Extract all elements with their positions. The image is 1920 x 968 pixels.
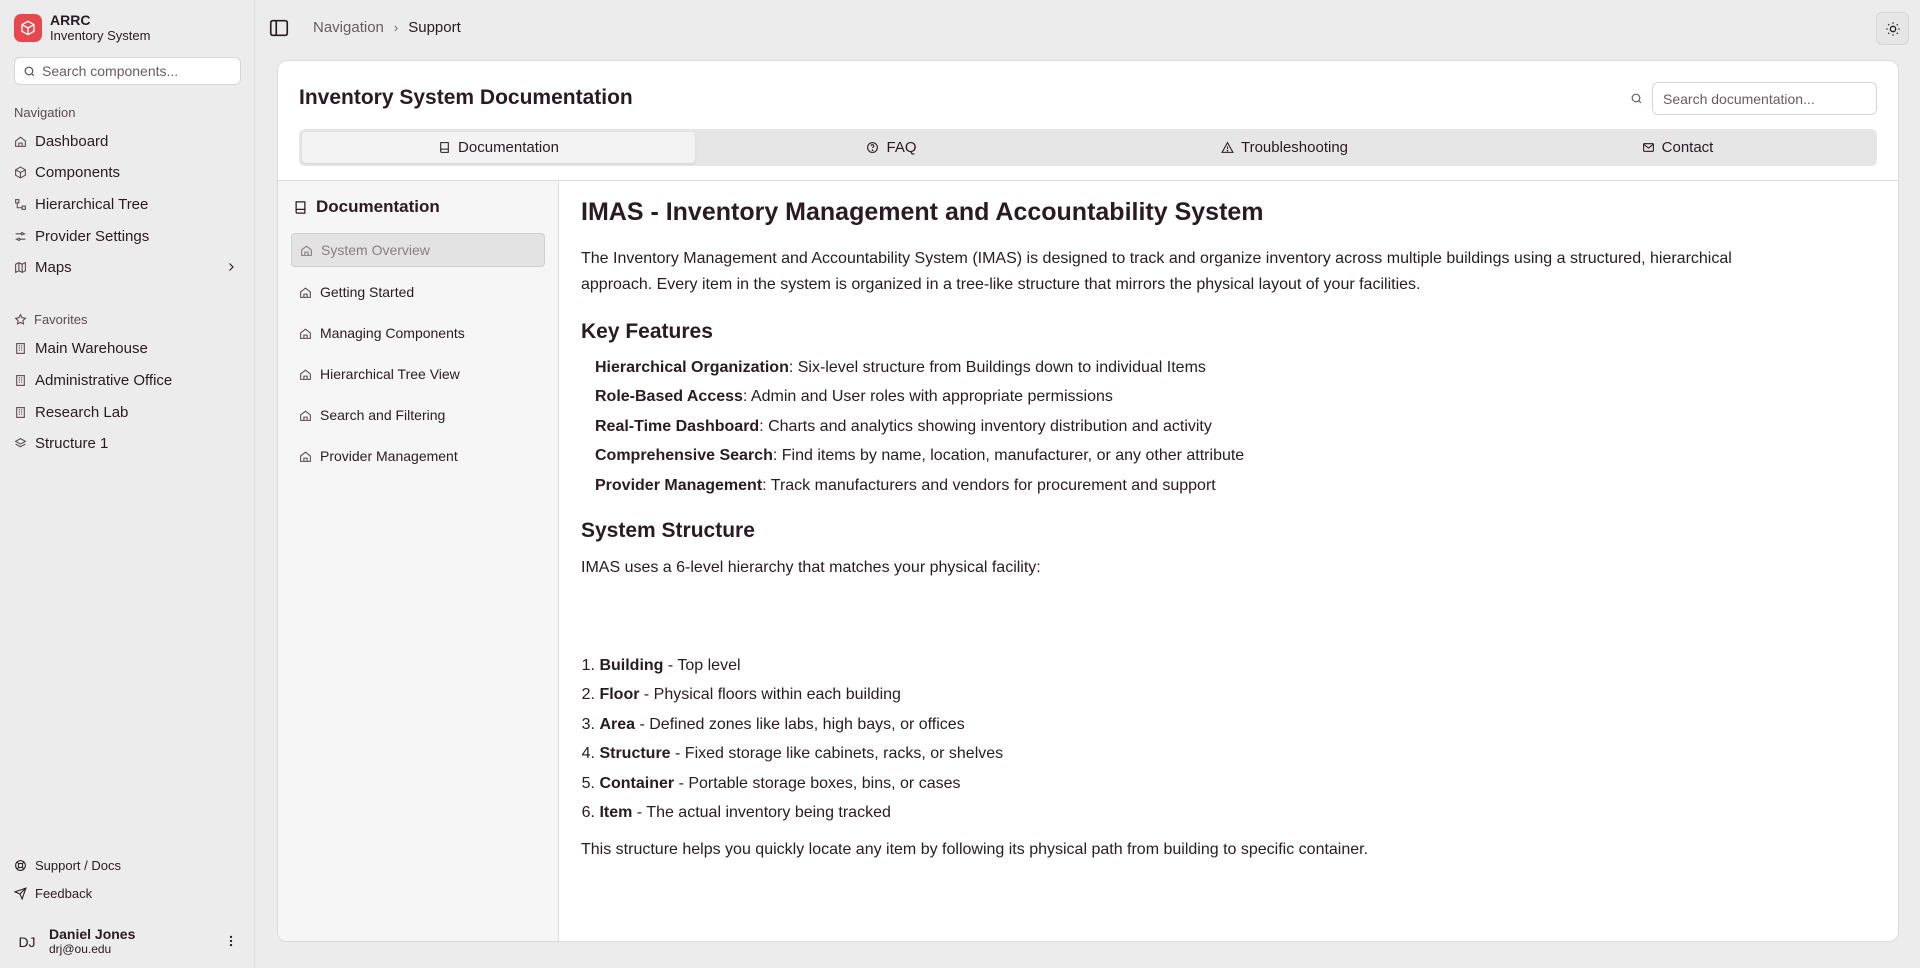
- level-desc: - Defined zones like labs, high bays, or offices: [635, 716, 965, 733]
- hierarchy-level: [581, 804, 891, 822]
- panel-left-icon: [268, 17, 290, 39]
- package-icon: [14, 166, 27, 179]
- brand-name: ARRC: [50, 12, 91, 28]
- feature-term: Real-Time Dashboard: [595, 418, 760, 435]
- documentation-search-input[interactable]: [1652, 82, 1877, 115]
- sliders-icon: [14, 230, 27, 243]
- nav-section-label: Navigation: [14, 105, 76, 120]
- hierarchy-level: [581, 686, 901, 704]
- breadcrumb-current: Support: [408, 19, 461, 36]
- breadcrumb-separator: ›: [393, 20, 399, 35]
- level-desc: - Physical floors within each building: [639, 686, 901, 703]
- docnav-item-system-overview[interactable]: [291, 233, 545, 267]
- article-intro: [581, 246, 1732, 298]
- intro-line: approach. Every item in the system is organized in a tree-like structure that mirrors the physical layout of your facilities.: [581, 276, 1421, 293]
- tab-faq[interactable]: [695, 132, 1088, 163]
- favorite-item-label: Structure 1: [35, 434, 109, 452]
- book-icon: [293, 200, 308, 215]
- home-icon: [300, 244, 313, 257]
- favorite-item-label: Research Lab: [35, 403, 129, 421]
- tab-troubleshooting[interactable]: [1088, 132, 1481, 163]
- level-term: Container: [599, 775, 675, 792]
- theme-toggle-button[interactable]: [1876, 12, 1909, 45]
- search-icon: [1630, 92, 1643, 105]
- docnav-item-label: System Overview: [321, 242, 430, 258]
- article-title: IMAS - Inventory Management and Accountability System: [581, 198, 1264, 226]
- level-number: 3.: [581, 716, 595, 733]
- feature-term: Hierarchical Organization: [595, 359, 789, 376]
- docnav-title-label: Documentation: [316, 197, 440, 216]
- favorite-item-structure-1[interactable]: [14, 431, 241, 455]
- level-desc: - The actual inventory being tracked: [632, 804, 891, 821]
- tab-label: FAQ: [886, 139, 917, 156]
- docnav-item-hierarchical-tree-view[interactable]: [291, 357, 545, 391]
- feature-item: [595, 388, 1113, 406]
- home-icon: [299, 286, 312, 299]
- tab-label: Troubleshooting: [1240, 139, 1348, 156]
- star-icon: [14, 313, 27, 326]
- tab-documentation[interactable]: [302, 132, 695, 163]
- map-icon: [14, 261, 27, 274]
- sun-icon: [1885, 21, 1901, 37]
- sidebar-item-maps[interactable]: [14, 255, 241, 279]
- favorite-item-administrative-office[interactable]: [14, 368, 241, 392]
- page-title: Inventory System Documentation: [299, 86, 633, 109]
- mail-icon: [1642, 141, 1655, 154]
- favorites-section-label: [14, 312, 87, 327]
- level-term: Area: [599, 716, 636, 733]
- feedback-link[interactable]: [14, 883, 92, 903]
- component-search-input[interactable]: [42, 63, 232, 79]
- feature-term: Role-Based Access: [595, 388, 743, 405]
- documentation-card: [277, 60, 1899, 942]
- level-term: Structure: [599, 745, 671, 762]
- level-number: 6.: [581, 804, 595, 821]
- sidebar-toggle-button[interactable]: [268, 17, 290, 39]
- tab-bar: [299, 129, 1877, 166]
- feature-item: [595, 447, 1244, 465]
- tree-icon: [14, 198, 27, 211]
- level-number: 5.: [581, 775, 595, 792]
- feature-item: [595, 418, 1212, 436]
- system-structure-heading: System Structure: [581, 519, 755, 542]
- docnav-item-label: Managing Components: [320, 325, 465, 341]
- feedback-label: Feedback: [35, 885, 93, 901]
- search-icon: [23, 65, 36, 78]
- feature-item: [595, 359, 1206, 377]
- feature-item: [595, 477, 1216, 495]
- level-term: Building: [599, 657, 664, 674]
- structure-closing: This structure helps you quickly locate any item by following its physical path from building to specific container.: [581, 841, 1369, 858]
- building-icon: [14, 374, 27, 387]
- home-icon: [299, 368, 312, 381]
- hierarchy-level: [581, 657, 741, 675]
- sidebar-item-components[interactable]: [14, 160, 241, 184]
- favorite-item-label: Main Warehouse: [35, 339, 148, 357]
- docnav-item-label: Getting Started: [320, 284, 415, 300]
- level-number: 2.: [581, 686, 595, 703]
- docnav-item-search-and-filtering[interactable]: [291, 398, 545, 432]
- tab-label: Contact: [1661, 139, 1714, 156]
- level-term: Item: [599, 804, 633, 821]
- docnav-item-label: Hierarchical Tree View: [320, 366, 460, 382]
- sidebar-item-dashboard[interactable]: [14, 129, 241, 153]
- component-search[interactable]: [14, 57, 241, 85]
- breadcrumb-parent[interactable]: Navigation: [313, 19, 384, 36]
- docnav-item-provider-management[interactable]: [291, 439, 545, 473]
- lifebuoy-icon: [14, 859, 27, 872]
- docnav-item-managing-components[interactable]: [291, 316, 545, 350]
- intro-line: The Inventory Management and Accountability System (IMAS) is designed to track and organize inventory across multiple buildings using a structured, hierarchical: [581, 250, 1732, 267]
- avatar: DJ: [18, 934, 36, 950]
- help-circle-icon: [866, 141, 879, 154]
- breadcrumb: [313, 19, 461, 36]
- send-icon: [14, 887, 27, 900]
- documentation-nav: [278, 181, 559, 942]
- level-number: 4.: [581, 745, 595, 762]
- warning-icon: [1221, 141, 1234, 154]
- support-docs-label: Support / Docs: [35, 857, 121, 873]
- hierarchy-level: [581, 775, 961, 793]
- home-icon: [299, 450, 312, 463]
- sidebar-item-hierarchical-tree[interactable]: [14, 192, 241, 216]
- docnav-item-getting-started[interactable]: [291, 275, 545, 309]
- sidebar-item-label: Components: [35, 163, 121, 181]
- user-menu[interactable]: [12, 924, 244, 960]
- level-desc: - Fixed storage like cabinets, racks, or shelves: [670, 745, 1004, 762]
- book-icon: [438, 141, 451, 154]
- chevron-right-icon: [225, 261, 237, 273]
- docnav-item-label: Provider Management: [320, 448, 458, 464]
- feature-desc: : Find items by name, location, manufacturer, or any other attribute: [772, 447, 1245, 464]
- feature-desc: : Admin and User roles with appropriate permissions: [742, 388, 1113, 405]
- home-icon: [14, 135, 27, 148]
- level-desc: - Top level: [663, 657, 741, 674]
- building-icon: [14, 406, 27, 419]
- sidebar-item-label: Provider Settings: [35, 227, 150, 245]
- tab-label: Documentation: [458, 139, 559, 156]
- feature-term: Comprehensive Search: [595, 447, 773, 464]
- layers-icon: [14, 437, 27, 450]
- favorite-item-research-lab[interactable]: [14, 400, 241, 424]
- hierarchy-level: [581, 745, 1003, 763]
- sidebar-item-label: Maps: [35, 258, 72, 276]
- home-icon: [299, 409, 312, 422]
- sidebar-item-label: Dashboard: [35, 132, 109, 150]
- docnav-title: [293, 197, 440, 217]
- favorite-item-label: Administrative Office: [35, 371, 173, 389]
- favorite-item-main-warehouse[interactable]: [14, 336, 241, 360]
- home-icon: [299, 327, 312, 340]
- sidebar-item-label: Hierarchical Tree: [35, 195, 149, 213]
- support-docs-link[interactable]: [14, 855, 121, 875]
- more-vertical-icon[interactable]: [224, 934, 238, 948]
- feature-desc: : Charts and analytics showing inventory distribution and activity: [759, 418, 1212, 435]
- favorites-label: Favorites: [34, 312, 88, 327]
- level-number: 1.: [581, 657, 595, 674]
- key-features-heading: Key Features: [581, 320, 713, 343]
- hierarchy-level: [581, 716, 965, 734]
- brand-subtitle: Inventory System: [50, 28, 151, 43]
- brand-logo-icon: [14, 14, 42, 42]
- building-icon: [14, 342, 27, 355]
- feature-desc: : Six-level structure from Buildings down to individual Items: [788, 359, 1206, 376]
- tab-contact[interactable]: [1481, 132, 1874, 163]
- user-email: drj@ou.edu: [49, 942, 112, 956]
- brand[interactable]: [14, 12, 150, 44]
- docnav-item-label: Search and Filtering: [320, 407, 446, 423]
- feature-term: Provider Management: [595, 477, 763, 494]
- structure-intro: IMAS uses a 6-level hierarchy that matches your physical facility:: [581, 559, 1041, 576]
- level-term: Floor: [599, 686, 640, 703]
- level-desc: - Portable storage boxes, bins, or cases: [674, 775, 961, 792]
- sidebar: [0, 0, 255, 968]
- user-name: Daniel Jones: [49, 926, 136, 942]
- feature-desc: : Track manufacturers and vendors for procurement and support: [762, 477, 1216, 494]
- sidebar-item-provider-settings[interactable]: [14, 224, 241, 248]
